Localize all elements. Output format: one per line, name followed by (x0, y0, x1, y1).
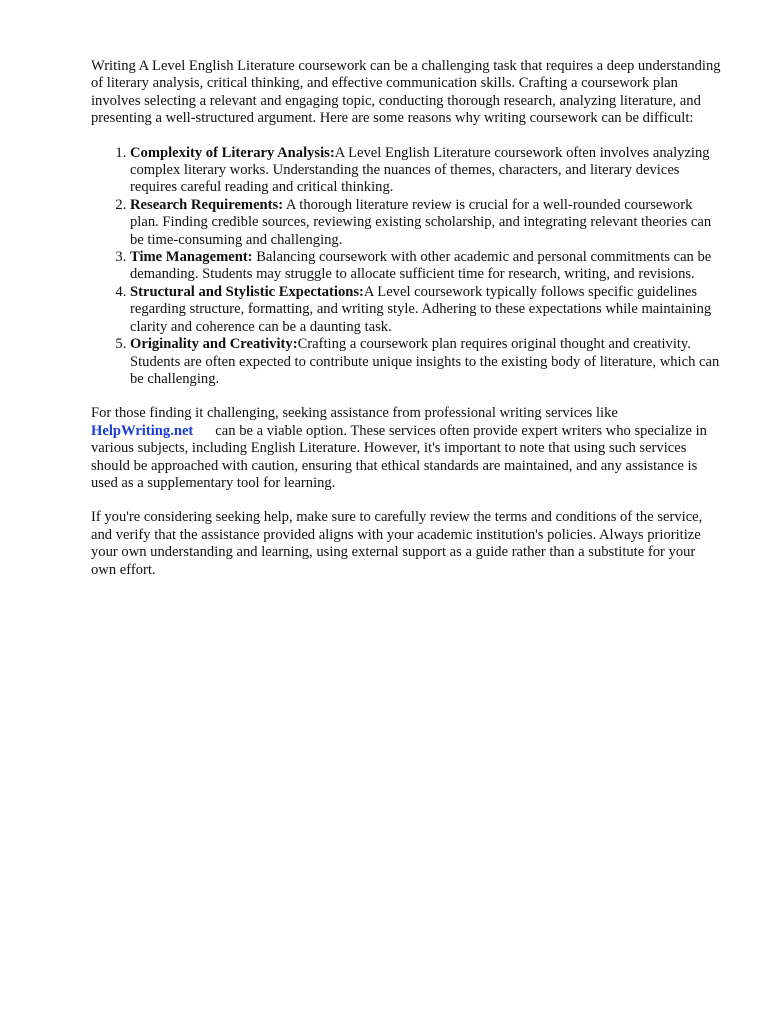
list-item-text: A Level English Literature coursework often involves analyzing complex literary works. Understanding the nuances of themes, characters, and literary devices requires careful reading and critical thinking. (130, 144, 710, 196)
list-item (130, 197, 723, 249)
intro-paragraph: Writing A Level English Literature coursework can be a challenging task that requires a deep understanding of literary analysis, critical thinking, and effective communication skills. Crafting a coursework plan involves selecting a relevant and engaging topic, conducting thorough research, analyzing literature, and presenting a well-structured argument. Here are some reasons why writing coursework can be difficult: (91, 58, 721, 127)
list-item-term: Originality and Creativity: (130, 336, 298, 353)
closing-paragraph: If you're considering seeking help, make sure to carefully review the terms and conditions of the service, and verify that the assistance provided aligns with your academic institution's policies. Always prioritize your own understanding and learning, using external support as a guide rather than a substitute for your own effort. (91, 509, 703, 578)
list-item-text: A thorough literature review is crucial for a well-rounded coursework plan. Finding credible sources, reviewing existing scholarship, and integrating relevant theories can be time-consuming and challenging. (130, 196, 712, 248)
list-item (130, 336, 723, 388)
list-item (130, 249, 723, 284)
list-item-text: A Level coursework typically follows specific guidelines regarding structure, formatting, and writing style. Adhering to these expectations while maintaining clarity and coherence can be a daunting task. (130, 283, 712, 335)
list-item (130, 284, 723, 336)
reasons-list (91, 145, 723, 389)
help-text-before: For those finding it challenging, seeking assistance from professional writing services like (91, 405, 618, 422)
list-item-term: Structural and Stylistic Expectations: (130, 283, 364, 300)
help-paragraph (91, 405, 723, 492)
help-text-after: can be a viable option. These services often provide expert writers who specialize in various subjects, including English Literature. However, it's important to note that using such services should be approached with caution, ensuring that ethical standards are maintained, and any assistance is used as a supplementary tool for learning. (91, 422, 707, 491)
list-item (130, 145, 723, 197)
helpwriting-link[interactable]: HelpWriting.net (91, 422, 194, 439)
list-item-text: Crafting a coursework plan requires original thought and creativity. Students are often expected to contribute unique insights to the existing body of literature, which can be challenging. (130, 336, 720, 387)
list-item-term: Research Requirements: (130, 196, 284, 213)
document-page (91, 58, 723, 579)
list-item-text: Balancing coursework with other academic and personal commitments can be demanding. Students may struggle to allocate sufficient time for research, writing, and revisions. (130, 249, 712, 283)
list-item-term: Time Management: (130, 249, 253, 266)
list-item-term: Complexity of Literary Analysis: (130, 144, 335, 161)
